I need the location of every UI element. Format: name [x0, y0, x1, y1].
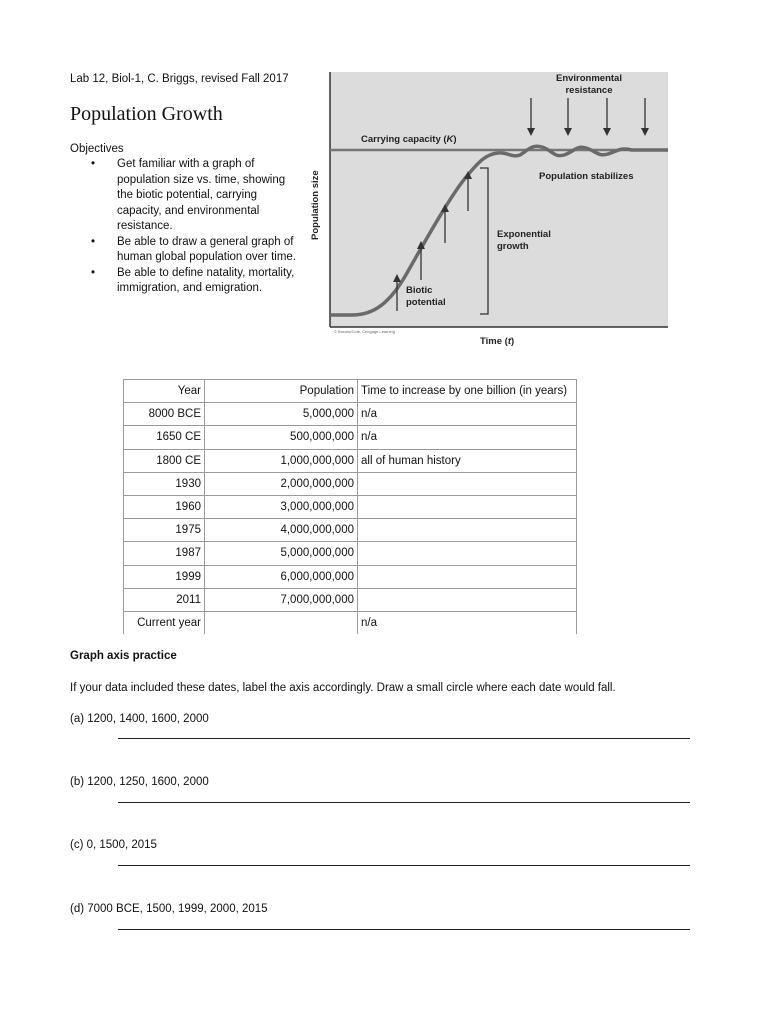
time-cell[interactable] — [358, 495, 577, 518]
table-header-row — [124, 380, 577, 403]
population-cell: 1,000,000,000 — [205, 449, 358, 472]
population-cell: 7,000,000,000 — [205, 588, 358, 611]
year-cell: 1930 — [124, 472, 205, 495]
y-axis-label: Population size — [310, 170, 321, 240]
header-year: Year — [124, 380, 205, 403]
header-time-to-increase: Time to increase by one billion (in years) — [358, 380, 577, 403]
population-cell: 5,000,000 — [205, 403, 358, 426]
lab-header: Lab 12, Biol-1, C. Briggs, revised Fall 2017 — [70, 73, 289, 85]
year-cell: 1987 — [124, 542, 205, 565]
time-cell[interactable] — [358, 588, 577, 611]
population-cell: 500,000,000 — [205, 426, 358, 449]
bullet-icon: • — [91, 158, 96, 170]
exponential-growth-label: Exponential — [497, 229, 551, 240]
year-cell: Current year — [124, 611, 205, 634]
year-cell: 1650 CE — [124, 426, 205, 449]
page-title: Population Growth — [70, 103, 223, 125]
biotic-potential-label: potential — [406, 297, 446, 308]
year-cell: 1975 — [124, 519, 205, 542]
population-cell: 3,000,000,000 — [205, 495, 358, 518]
objective-text: Get familiar with a graph of population size vs. time, showing the biotic potential, carrying capacity, and environmental resistance. — [117, 158, 286, 232]
population-cell: 2,000,000,000 — [205, 472, 358, 495]
time-cell: n/a — [358, 611, 577, 634]
bullet-icon: • — [91, 266, 96, 279]
population-stabilizes-label: Population stabilizes — [539, 171, 634, 182]
table-row — [124, 565, 577, 588]
answer-line[interactable] — [118, 929, 690, 930]
answer-line[interactable] — [118, 738, 690, 739]
population-growth-figure — [302, 68, 670, 358]
year-cell: 1800 CE — [124, 449, 205, 472]
objective-text: Be able to draw a general graph of human global population over time. — [117, 235, 297, 263]
figure-credit: © Brooks/Cole, Cengage Learning — [334, 329, 395, 334]
figure-background — [330, 72, 668, 327]
objective-item — [89, 266, 304, 297]
header-population: Population — [205, 380, 358, 403]
x-axis-label: Time (t) — [480, 336, 515, 347]
time-cell[interactable]: all of human history — [358, 449, 577, 472]
graph-practice-heading: Graph axis practice — [70, 650, 177, 662]
table-row — [124, 472, 577, 495]
table-row — [124, 611, 577, 634]
time-cell[interactable] — [358, 519, 577, 542]
graph-practice-instructions: If your data included these dates, label the axis accordingly. Draw a small circle where each date would fall. — [70, 682, 616, 694]
year-cell: 1960 — [124, 495, 205, 518]
table-row — [124, 542, 577, 565]
environmental-resistance-label: Environmental — [556, 73, 622, 84]
objective-item — [89, 157, 304, 235]
carrying-capacity-label: Carrying capacity (K) — [361, 134, 457, 145]
year-cell: 8000 BCE — [124, 403, 205, 426]
objectives-list — [89, 157, 304, 297]
time-cell[interactable] — [358, 542, 577, 565]
population-cell[interactable] — [205, 611, 358, 634]
population-cell: 5,000,000,000 — [205, 542, 358, 565]
table-row — [124, 588, 577, 611]
practice-item-a: (a) 1200, 1400, 1600, 2000 — [70, 713, 209, 725]
answer-line[interactable] — [118, 865, 690, 866]
exponential-growth-label: growth — [497, 241, 529, 252]
year-cell: 2011 — [124, 588, 205, 611]
population-table — [123, 379, 577, 634]
practice-item-c: (c) 0, 1500, 2015 — [70, 839, 157, 851]
table-row — [124, 495, 577, 518]
population-cell: 4,000,000,000 — [205, 519, 358, 542]
time-cell[interactable] — [358, 472, 577, 495]
time-cell[interactable]: n/a — [358, 426, 577, 449]
table-row — [124, 403, 577, 426]
practice-item-b: (b) 1200, 1250, 1600, 2000 — [70, 776, 209, 788]
environmental-resistance-label: resistance — [565, 85, 613, 96]
practice-item-d: (d) 7000 BCE, 1500, 1999, 2000, 2015 — [70, 903, 268, 915]
objective-item — [89, 235, 304, 266]
time-cell[interactable]: n/a — [358, 403, 577, 426]
bullet-icon: • — [91, 235, 96, 248]
table-row — [124, 426, 577, 449]
answer-line[interactable] — [118, 802, 690, 803]
year-cell: 1999 — [124, 565, 205, 588]
table-row — [124, 519, 577, 542]
time-cell[interactable] — [358, 565, 577, 588]
population-cell: 6,000,000,000 — [205, 565, 358, 588]
table-row — [124, 449, 577, 472]
biotic-potential-label: Biotic — [406, 285, 433, 296]
objective-text: Be able to define natality, mortality, immigration, and emigration. — [117, 266, 295, 294]
objectives-heading: Objectives — [70, 143, 124, 155]
